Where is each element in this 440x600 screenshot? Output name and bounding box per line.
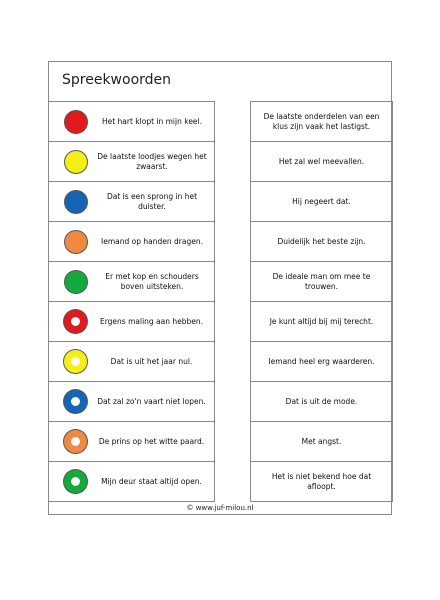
meaning-text: Je kunt altijd bij mij terecht.	[269, 316, 374, 326]
proverb-text: Er met kop en schouders boven uitsteken.	[105, 271, 199, 291]
meaning-text: Iemand heel erg waarderen.	[268, 356, 375, 366]
filled-dot-icon	[64, 190, 88, 214]
meaning-row	[251, 102, 392, 142]
proverb-row	[49, 302, 214, 342]
proverb-row	[49, 182, 214, 222]
proverb-text: Mijn deur staat altijd open.	[101, 476, 202, 486]
filled-dot-icon	[64, 110, 88, 134]
proverb-row	[49, 342, 214, 382]
proverb-text: Iemand op handen dragen.	[101, 236, 203, 246]
meaning-row	[251, 462, 392, 502]
filled-dot-icon	[64, 230, 88, 254]
proverb-text: Dat is een sprong in het duister.	[106, 191, 198, 211]
page-title: Spreekwoorden	[62, 72, 172, 88]
ring-dot-icon	[64, 350, 87, 373]
filled-dot-icon	[64, 270, 88, 294]
proverb-text: Het hart klopt in mijn keel.	[101, 116, 203, 126]
proverb-row	[49, 382, 214, 422]
meaning-text: De laatste onderdelen van een klus zijn vaak het lastigst.	[263, 111, 380, 131]
meaning-text: Het is niet bekend hoe dat afloopt.	[271, 471, 372, 491]
meaning-text: Duidelijk het beste zijn.	[277, 236, 366, 246]
meaning-row	[251, 302, 392, 342]
proverb-text: Dat zal zo'n vaart niet lopen.	[97, 396, 206, 406]
meaning-row	[251, 222, 392, 262]
filled-dot-icon	[64, 150, 88, 174]
meaning-row	[251, 142, 392, 182]
ring-dot-icon	[64, 390, 87, 413]
ring-dot-icon	[64, 470, 87, 493]
meaning-text: Met angst.	[301, 436, 342, 446]
meaning-row	[251, 422, 392, 462]
proverb-text: Dat is uit het jaar nul.	[110, 356, 193, 366]
meaning-text: Dat is uit de mode.	[285, 396, 358, 406]
proverbs-column	[48, 101, 215, 502]
meaning-text: Het zal wel meevallen.	[278, 156, 365, 166]
worksheet	[48, 61, 392, 515]
meaning-row	[251, 262, 392, 302]
proverb-row	[49, 222, 214, 262]
proverb-text: De prins op het witte paard.	[98, 436, 205, 446]
footer-copyright: © www.juf-milou.nl	[186, 504, 254, 512]
meaning-row	[251, 342, 392, 382]
meaning-row	[251, 182, 392, 222]
proverb-row	[49, 142, 214, 182]
proverb-row	[49, 262, 214, 302]
proverb-text: Ergens maling aan hebben.	[99, 316, 204, 326]
meanings-column	[250, 101, 393, 502]
proverb-row	[49, 422, 214, 462]
meaning-row	[251, 382, 392, 422]
meaning-text: Hij negeert dat.	[292, 196, 351, 206]
proverb-row	[49, 102, 214, 142]
ring-dot-icon	[64, 310, 87, 333]
proverb-text: De laatste loodjes wegen het zwaarst.	[97, 151, 207, 171]
ring-dot-icon	[64, 430, 87, 453]
meaning-text: De ideale man om mee te trouwen.	[272, 271, 371, 291]
proverb-row	[49, 462, 214, 502]
